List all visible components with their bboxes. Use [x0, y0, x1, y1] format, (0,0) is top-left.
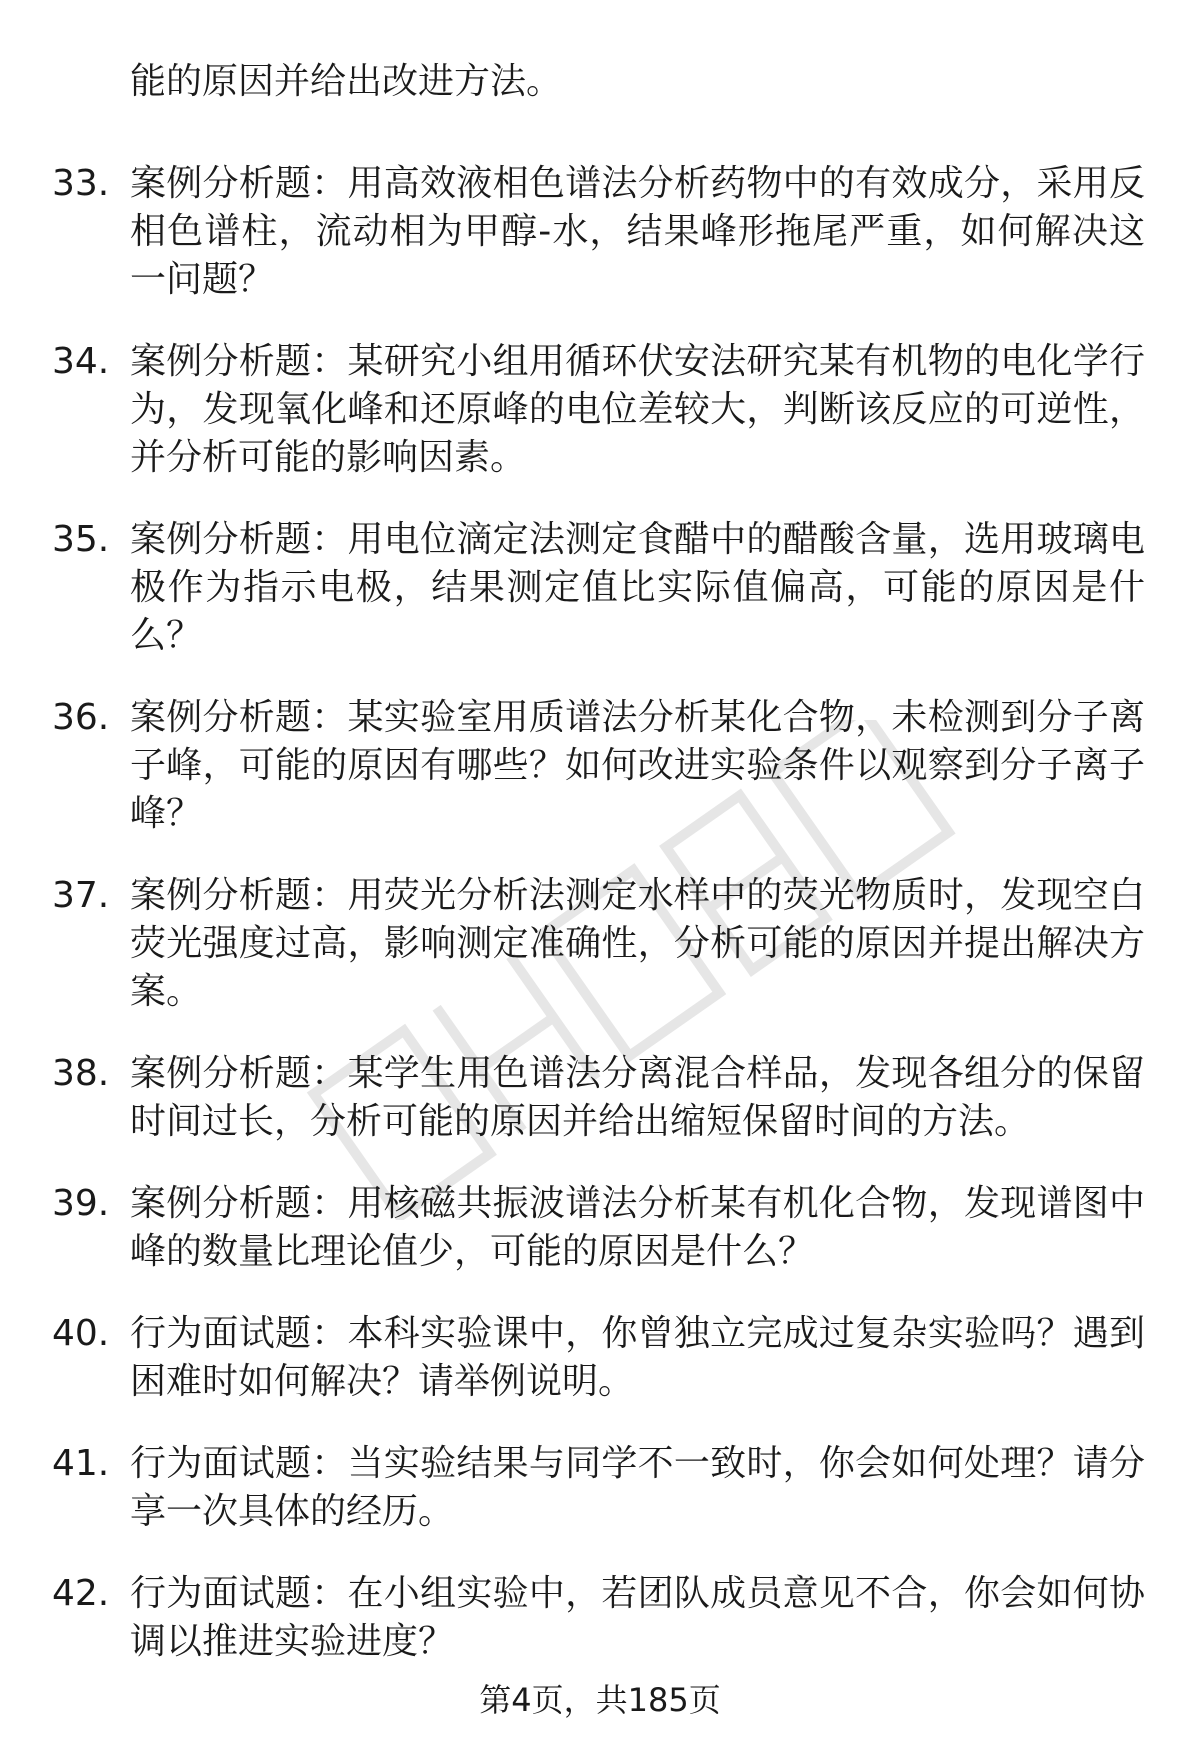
question-number: 42.	[52, 1573, 110, 1614]
question-item	[52, 1440, 1152, 1536]
question-item	[52, 1570, 1152, 1666]
question-item	[52, 1180, 1152, 1276]
question-number: 37.	[52, 875, 110, 916]
question-text: 案例分析题：用电位滴定法测定食醋中的醋酸含量，选用玻璃电极作为指示电极，结果测定值比实际值偏高，可能的原因是什么？	[130, 519, 1145, 656]
question-item	[52, 694, 1152, 838]
question-item	[52, 516, 1152, 660]
question-number: 41.	[52, 1443, 110, 1484]
question-number: 34.	[52, 341, 110, 382]
question-text: 行为面试题：在小组实验中，若团队成员意见不合，你会如何协调以推进实验进度？	[130, 1573, 1145, 1662]
question-item	[52, 160, 1152, 304]
question-text: 案例分析题：某学生用色谱法分离混合样品，发现各组分的保留时间过长，分析可能的原因并给出缩短保留时间的方法。	[130, 1053, 1145, 1142]
question-text: 案例分析题：某实验室用质谱法分析某化合物，未检测到分子离子峰，可能的原因有哪些？如何改进实验条件以观察到分子离子峰？	[130, 697, 1145, 834]
question-number: 36.	[52, 697, 110, 738]
question-item	[52, 1310, 1152, 1406]
question-list	[52, 160, 1152, 1666]
question-text: 案例分析题：用荧光分析法测定水样中的荧光物质时，发现空白荧光强度过高，影响测定准确性，分析可能的原因并提出解决方案。	[130, 875, 1145, 1012]
question-text: 案例分析题：某研究小组用循环伏安法研究某有机物的电化学行为，发现氧化峰和还原峰的电位差较大，判断该反应的可逆性，并分析可能的影响因素。	[130, 341, 1145, 478]
page-footer: 第4页，共185页	[479, 1681, 721, 1719]
question-item	[52, 338, 1152, 482]
question-number: 39.	[52, 1183, 110, 1224]
continued-text: 能的原因并给出改进方法。	[130, 61, 563, 102]
question-number: 40.	[52, 1313, 110, 1354]
question-text: 行为面试题：当实验结果与同学不一致时，你会如何处理？请分享一次具体的经历。	[130, 1443, 1145, 1532]
question-text: 案例分析题：用核磁共振波谱法分析某有机化合物，发现谱图中峰的数量比理论值少，可能的原因是什么？	[130, 1183, 1145, 1272]
question-text: 案例分析题：用高效液相色谱法分析药物中的有效成分，采用反相色谱柱，流动相为甲醇-水，结果峰形拖尾严重，如何解决这一问题？	[130, 163, 1145, 300]
question-text: 行为面试题：本科实验课中，你曾独立完成过复杂实验吗？遇到困难时如何解决？请举例说明。	[130, 1313, 1145, 1402]
question-item	[52, 872, 1152, 1016]
question-number: 33.	[52, 163, 110, 204]
question-number: 35.	[52, 519, 110, 560]
question-number: 38.	[52, 1053, 110, 1094]
question-item	[52, 1050, 1152, 1146]
